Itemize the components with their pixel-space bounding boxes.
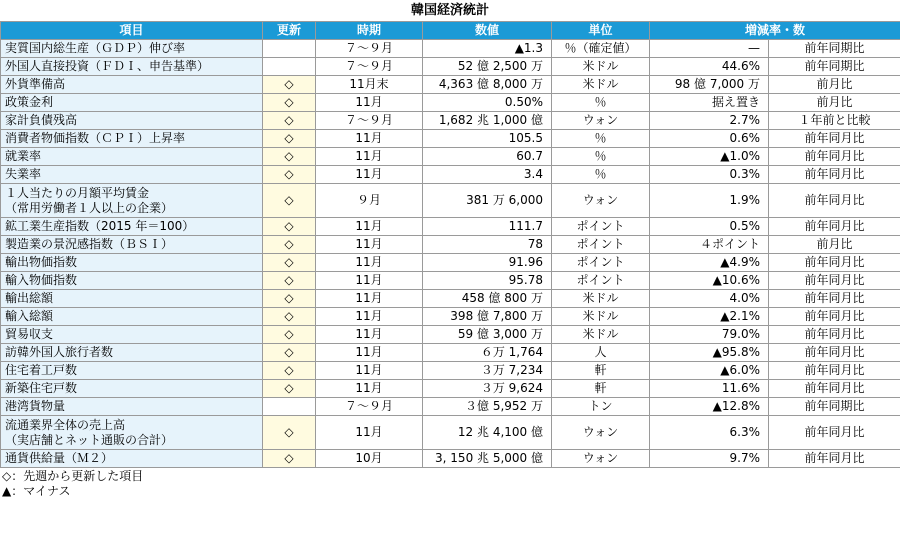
cell-updated: ◇ — [263, 380, 316, 398]
cell-value: 60.7 — [423, 148, 552, 166]
cell-period: 11月 — [316, 272, 423, 290]
cell-basis: 前年同期比 — [769, 58, 900, 76]
cell-value: 3.4 — [423, 166, 552, 184]
cell-basis: 前年同月比 — [769, 184, 900, 218]
cell-updated: ◇ — [263, 308, 316, 326]
cell-value: 381 万 6,000 — [423, 184, 552, 218]
cell-period: 11月 — [316, 218, 423, 236]
cell-basis: 前年同月比 — [769, 218, 900, 236]
table-row — [1, 308, 900, 326]
cell-period: 11月 — [316, 166, 423, 184]
cell-item: 貿易収支 — [1, 326, 263, 344]
cell-basis: 前月比 — [769, 236, 900, 254]
cell-value: 95.78 — [423, 272, 552, 290]
cell-period: ７～９月 — [316, 58, 423, 76]
table-title: 韓国経済統計 — [410, 3, 489, 18]
cell-change: 1.9% — [650, 184, 769, 218]
cell-basis: 前年同月比 — [769, 416, 900, 450]
cell-item: 輸出総額 — [1, 290, 263, 308]
cell-basis: 前年同月比 — [769, 148, 900, 166]
cell-change: 据え置き — [650, 94, 769, 112]
cell-updated — [263, 398, 316, 416]
cell-updated: ◇ — [263, 326, 316, 344]
table-row — [1, 40, 900, 58]
cell-item: 政策金利 — [1, 94, 263, 112]
cell-updated: ◇ — [263, 184, 316, 218]
cell-value: ６万 1,764 — [423, 344, 552, 362]
cell-period: 10月 — [316, 450, 423, 468]
table-row — [1, 130, 900, 148]
cell-updated: ◇ — [263, 130, 316, 148]
cell-value: 91.96 — [423, 254, 552, 272]
cell-change: 44.6% — [650, 58, 769, 76]
cell-updated: ◇ — [263, 450, 316, 468]
cell-item: 外国人直接投資（ＦＤＩ、申告基準） — [1, 58, 263, 76]
cell-change: — — [650, 40, 769, 58]
cell-item: 失業率 — [1, 166, 263, 184]
cell-value: 78 — [423, 236, 552, 254]
cell-change: 79.0% — [650, 326, 769, 344]
cell-period: 11月 — [316, 326, 423, 344]
cell-item: 流通業界全体の売上高 （実店舗とネット通販の合計） — [1, 416, 263, 450]
cell-value: ３億 5,952 万 — [423, 398, 552, 416]
table-row — [1, 290, 900, 308]
cell-period: 11月 — [316, 344, 423, 362]
cell-unit: ウォン — [552, 112, 650, 130]
cell-basis: 前年同期比 — [769, 398, 900, 416]
cell-change: ▲4.9% — [650, 254, 769, 272]
cell-unit: ポイント — [552, 218, 650, 236]
cell-change: 98 億 7,000 万 — [650, 76, 769, 94]
table-row — [1, 218, 900, 236]
cell-change: 11.6% — [650, 380, 769, 398]
cell-period: 11月 — [316, 416, 423, 450]
cell-change: ▲12.8% — [650, 398, 769, 416]
cell-item: １人当たりの月額平均賃金 （常用労働者１人以上の企業） — [1, 184, 263, 218]
cell-unit: ％ — [552, 130, 650, 148]
cell-updated: ◇ — [263, 272, 316, 290]
cell-value: 111.7 — [423, 218, 552, 236]
table-row — [1, 344, 900, 362]
table-row — [1, 398, 900, 416]
table-row — [1, 326, 900, 344]
header-item: 項目 — [1, 22, 263, 40]
header-row — [1, 22, 900, 40]
cell-unit: ポイント — [552, 272, 650, 290]
cell-change: ４ポイント — [650, 236, 769, 254]
cell-value: 458 億 800 万 — [423, 290, 552, 308]
table-row — [1, 58, 900, 76]
cell-period: ７～９月 — [316, 398, 423, 416]
table-row — [1, 94, 900, 112]
cell-value: 52 億 2,500 万 — [423, 58, 552, 76]
cell-basis: 前年同月比 — [769, 272, 900, 290]
cell-unit: ポイント — [552, 254, 650, 272]
cell-unit: 米ドル — [552, 58, 650, 76]
cell-item: 家計負債残高 — [1, 112, 263, 130]
header-value: 数値 — [423, 22, 552, 40]
cell-period: 11月末 — [316, 76, 423, 94]
cell-change: ▲2.1% — [650, 308, 769, 326]
cell-updated: ◇ — [263, 236, 316, 254]
note-minus-marker: ▲：マイナス — [2, 484, 71, 498]
cell-item: 輸入物価指数 — [1, 272, 263, 290]
cell-unit: ％（確定値） — [552, 40, 650, 58]
cell-change: ▲6.0% — [650, 362, 769, 380]
cell-unit: ％ — [552, 166, 650, 184]
cell-value: 4,363 億 8,000 万 — [423, 76, 552, 94]
cell-item: 住宅着工戸数 — [1, 362, 263, 380]
cell-change: ▲95.8% — [650, 344, 769, 362]
cell-item: 訪韓外国人旅行者数 — [1, 344, 263, 362]
cell-period: 11月 — [316, 236, 423, 254]
cell-item: 就業率 — [1, 148, 263, 166]
cell-value: 3, 150 兆 5,000 億 — [423, 450, 552, 468]
cell-updated: ◇ — [263, 112, 316, 130]
header-unit: 単位 — [552, 22, 650, 40]
cell-updated: ◇ — [263, 416, 316, 450]
cell-item: 港湾貨物量 — [1, 398, 263, 416]
cell-value: 1,682 兆 1,000 億 — [423, 112, 552, 130]
cell-change: 0.3% — [650, 166, 769, 184]
cell-unit: ウォン — [552, 450, 650, 468]
cell-unit: ％ — [552, 94, 650, 112]
table-row — [1, 76, 900, 94]
table-row — [1, 184, 900, 218]
cell-basis: 前年同月比 — [769, 166, 900, 184]
cell-item: 実質国内総生産（ＧＤＰ）伸び率 — [1, 40, 263, 58]
table-body — [1, 40, 900, 468]
cell-period: 11月 — [316, 148, 423, 166]
cell-change: 4.0% — [650, 290, 769, 308]
cell-updated: ◇ — [263, 254, 316, 272]
cell-basis: 前年同月比 — [769, 362, 900, 380]
cell-period: 11月 — [316, 254, 423, 272]
cell-unit: 軒 — [552, 362, 650, 380]
cell-item: 外貨準備高 — [1, 76, 263, 94]
table-row — [1, 272, 900, 290]
cell-updated — [263, 40, 316, 58]
table-row — [1, 236, 900, 254]
cell-updated: ◇ — [263, 76, 316, 94]
cell-item: 消費者物価指数（ＣＰＩ）上昇率 — [1, 130, 263, 148]
cell-change: 9.7% — [650, 450, 769, 468]
cell-period: 11月 — [316, 380, 423, 398]
cell-basis: １年前と比較 — [769, 112, 900, 130]
cell-basis: 前年同月比 — [769, 380, 900, 398]
cell-updated — [263, 58, 316, 76]
cell-basis: 前年同月比 — [769, 130, 900, 148]
cell-updated: ◇ — [263, 218, 316, 236]
cell-updated: ◇ — [263, 148, 316, 166]
cell-basis: 前年同月比 — [769, 290, 900, 308]
cell-basis: 前年同月比 — [769, 254, 900, 272]
note-update-marker: ◇：先週から更新した項目 — [2, 469, 144, 483]
cell-unit: ウォン — [552, 416, 650, 450]
cell-period: 11月 — [316, 308, 423, 326]
cell-change: ▲10.6% — [650, 272, 769, 290]
cell-basis: 前年同月比 — [769, 450, 900, 468]
cell-change: 0.6% — [650, 130, 769, 148]
table-row — [1, 416, 900, 450]
table-row — [1, 112, 900, 130]
table-row — [1, 380, 900, 398]
header-updated: 更新 — [263, 22, 316, 40]
cell-updated: ◇ — [263, 166, 316, 184]
cell-item: 新築住宅戸数 — [1, 380, 263, 398]
cell-updated: ◇ — [263, 344, 316, 362]
cell-basis: 前年同月比 — [769, 308, 900, 326]
table-row — [1, 148, 900, 166]
table-row — [1, 450, 900, 468]
cell-basis: 前月比 — [769, 76, 900, 94]
cell-period: 11月 — [316, 94, 423, 112]
cell-updated: ◇ — [263, 290, 316, 308]
cell-value: 398 億 7,800 万 — [423, 308, 552, 326]
cell-item: 鉱工業生産指数（2015 年＝100） — [1, 218, 263, 236]
cell-value: ３万 7,234 — [423, 362, 552, 380]
cell-period: ７～９月 — [316, 112, 423, 130]
cell-item: 輸出物価指数 — [1, 254, 263, 272]
cell-change: 6.3% — [650, 416, 769, 450]
cell-unit: 人 — [552, 344, 650, 362]
header-change: 増減率・数 — [650, 22, 900, 40]
cell-unit: ％ — [552, 148, 650, 166]
cell-value: 59 億 3,000 万 — [423, 326, 552, 344]
cell-value: 12 兆 4,100 億 — [423, 416, 552, 450]
cell-unit: 米ドル — [552, 308, 650, 326]
cell-change: ▲1.0% — [650, 148, 769, 166]
cell-unit: 米ドル — [552, 326, 650, 344]
cell-basis: 前年同月比 — [769, 344, 900, 362]
economic-stats-table — [0, 21, 900, 468]
cell-unit: トン — [552, 398, 650, 416]
cell-value: 0.50% — [423, 94, 552, 112]
table-row — [1, 362, 900, 380]
table-row — [1, 166, 900, 184]
cell-period: ７～９月 — [316, 40, 423, 58]
table-row — [1, 254, 900, 272]
cell-value: 105.5 — [423, 130, 552, 148]
cell-change: 2.7% — [650, 112, 769, 130]
cell-basis: 前月比 — [769, 94, 900, 112]
cell-basis: 前年同期比 — [769, 40, 900, 58]
cell-period: 11月 — [316, 362, 423, 380]
cell-item: 通貨供給量（Ｍ２） — [1, 450, 263, 468]
cell-updated: ◇ — [263, 94, 316, 112]
cell-unit: ウォン — [552, 184, 650, 218]
cell-basis: 前年同月比 — [769, 326, 900, 344]
cell-unit: 米ドル — [552, 290, 650, 308]
notes — [0, 469, 900, 499]
cell-updated: ◇ — [263, 362, 316, 380]
cell-period: 11月 — [316, 290, 423, 308]
cell-unit: ポイント — [552, 236, 650, 254]
cell-unit: 米ドル — [552, 76, 650, 94]
cell-item: 製造業の景況感指数（ＢＳＩ） — [1, 236, 263, 254]
cell-unit: 軒 — [552, 380, 650, 398]
cell-value: ３万 9,624 — [423, 380, 552, 398]
cell-item: 輸入総額 — [1, 308, 263, 326]
header-period: 時期 — [316, 22, 423, 40]
cell-value: ▲1.3 — [423, 40, 552, 58]
cell-change: 0.5% — [650, 218, 769, 236]
cell-period: 11月 — [316, 130, 423, 148]
cell-period: ９月 — [316, 184, 423, 218]
